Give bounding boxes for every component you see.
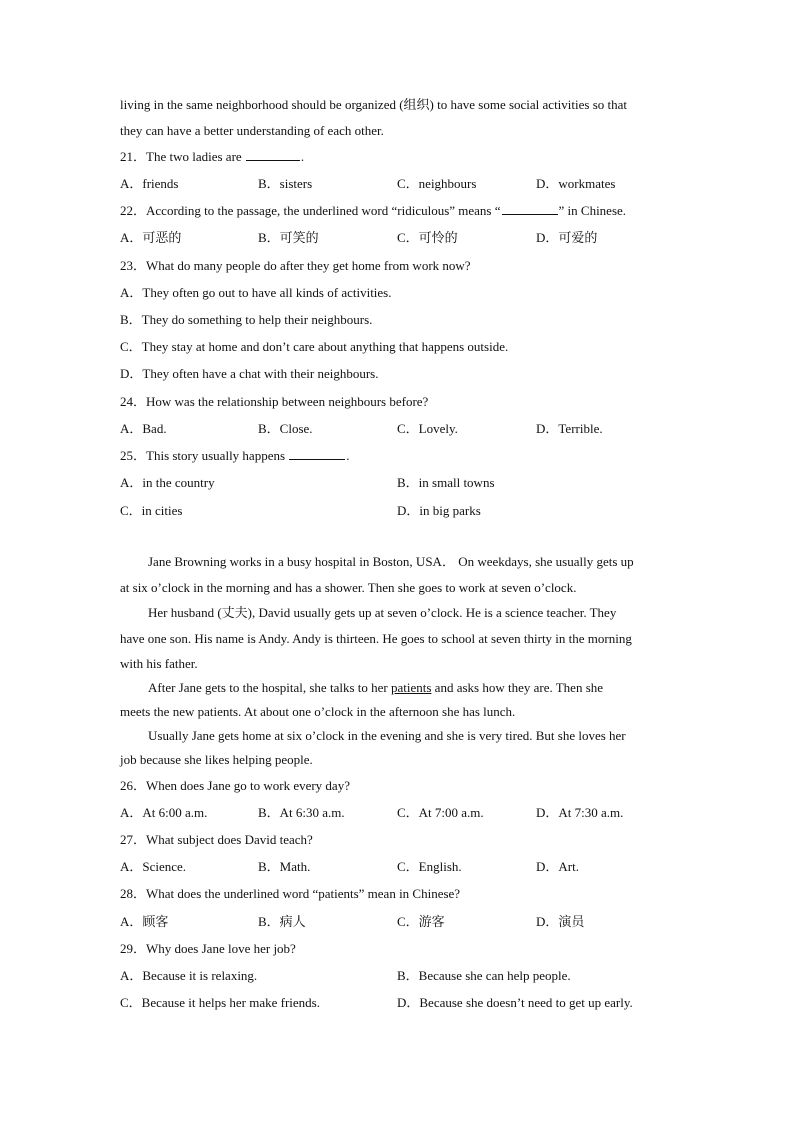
question-number: 25．: [120, 448, 147, 463]
passage-text: After Jane gets to the hospital, she talks to her: [148, 680, 391, 695]
question-stem: This story usually happens: [146, 448, 289, 463]
option-c: C．At 7:00 a.m.: [397, 805, 484, 820]
passage1-line: living in the same neighborhood should be organized (组织) to have some social activities so that: [120, 97, 628, 112]
passage2-line: Jane Browning works in a busy hospital in Boston, USA． On weekdays, she usually gets up: [148, 554, 634, 569]
option-c: C．Lovely.: [397, 421, 458, 436]
option-b: B．sisters: [258, 176, 313, 191]
option-a: A．They often go out to have all kinds of activities.: [120, 285, 392, 300]
question-number: 23．: [120, 258, 147, 273]
question-number: 22．: [120, 203, 147, 218]
option-a: A．in the country: [120, 475, 215, 490]
question-27: [120, 831, 313, 849]
question-25: [120, 447, 350, 465]
question-stem: The two ladies are: [146, 149, 245, 164]
option-d: D．At 7:30 a.m.: [536, 805, 624, 820]
question-number: 21．: [120, 149, 147, 164]
question-21: [120, 148, 304, 166]
question-number: 24．: [120, 394, 147, 409]
passage2-line: meets the new patients. At about one o’clock in the afternoon she has lunch.: [120, 704, 516, 719]
question-number: 29．: [120, 941, 147, 956]
option-c: C．in cities: [120, 503, 183, 518]
option-c: C．English.: [397, 859, 462, 874]
question-stem: When does Jane go to work every day?: [146, 778, 350, 793]
option-d: D．Terrible.: [536, 421, 603, 436]
underlined-word: patients: [390, 680, 432, 695]
passage2-line: [148, 679, 603, 697]
question-22: [120, 202, 626, 220]
option-a: A．Because it is relaxing.: [120, 968, 258, 983]
option-a: A．顾客: [120, 914, 169, 929]
question-stem: How was the relationship between neighbours before?: [146, 394, 429, 409]
option-d: D．in big parks: [397, 503, 481, 518]
option-a: A．可恶的: [120, 230, 182, 245]
option-a: A．Science.: [120, 859, 187, 874]
option-d: D．Art.: [536, 859, 579, 874]
option-d: D．演员: [536, 914, 585, 929]
option-b: B．Close.: [258, 421, 313, 436]
question-stem: What does the underlined word “patients” mean in Chinese?: [146, 886, 461, 901]
option-a: A．friends: [120, 176, 179, 191]
option-c: C．可怜的: [397, 230, 458, 245]
question-number: 27．: [120, 832, 147, 847]
question-stem: What do many people do after they get home from work now?: [146, 258, 471, 273]
passage2-line: Her husband (丈夫), David usually gets up at seven o’clock. He is a science teacher. They: [148, 605, 617, 620]
option-d: D．可爱的: [536, 230, 598, 245]
question-stem: What subject does David teach?: [146, 832, 313, 847]
option-c: C．They stay at home and don’t care about anything that happens outside.: [120, 339, 509, 354]
option-b: B．Because she can help people.: [397, 968, 571, 983]
option-c: C．游客: [397, 914, 445, 929]
option-a: A．Bad.: [120, 421, 167, 436]
passage2-line: have one son. His name is Andy. Andy is thirteen. He goes to school at seven thirty in the morning: [120, 631, 632, 646]
option-d: D．They often have a chat with their neighbours.: [120, 366, 379, 381]
option-a: A．At 6:00 a.m.: [120, 805, 208, 820]
option-b: B．in small towns: [397, 475, 495, 490]
option-b: B．At 6:30 a.m.: [258, 805, 345, 820]
answer-blank: [246, 148, 300, 161]
question-stem: Why does Jane love her job?: [146, 941, 296, 956]
option-b: B．可笑的: [258, 230, 319, 245]
question-stem-end: .: [346, 448, 350, 463]
question-24: [120, 393, 428, 411]
option-c: C．Because it helps her make friends.: [120, 995, 320, 1010]
passage-text: and asks how they are. Then she: [431, 680, 604, 695]
question-23: [120, 257, 471, 275]
passage2-line: with his father.: [120, 656, 198, 671]
question-29: [120, 940, 296, 958]
question-number: 28．: [120, 886, 147, 901]
option-b: B．They do something to help their neighbours.: [120, 312, 373, 327]
question-26: [120, 777, 350, 795]
question-stem-end: .: [300, 149, 305, 164]
question-stem: According to the passage, the underlined word “ridiculous” means “: [146, 203, 501, 218]
question-28: [120, 885, 460, 903]
option-c: C．neighbours: [397, 176, 477, 191]
answer-blank: [502, 202, 558, 215]
question-number: 26．: [120, 778, 147, 793]
option-b: B．病人: [258, 914, 306, 929]
passage1-line: they can have a better understanding of each other.: [120, 123, 384, 138]
answer-blank: [289, 447, 345, 460]
option-b: B．Math.: [258, 859, 311, 874]
option-d: D．workmates: [536, 176, 616, 191]
passage2-line: Usually Jane gets home at six o’clock in the evening and she is very tired. But she loves her: [148, 728, 626, 743]
question-stem-end: ” in Chinese.: [558, 203, 627, 218]
passage2-line: job because she likes helping people.: [120, 752, 313, 767]
option-d: D．Because she doesn’t need to get up early.: [397, 995, 633, 1010]
passage2-line: at six o’clock in the morning and has a shower. Then she goes to work at seven o’clock.: [120, 580, 577, 595]
